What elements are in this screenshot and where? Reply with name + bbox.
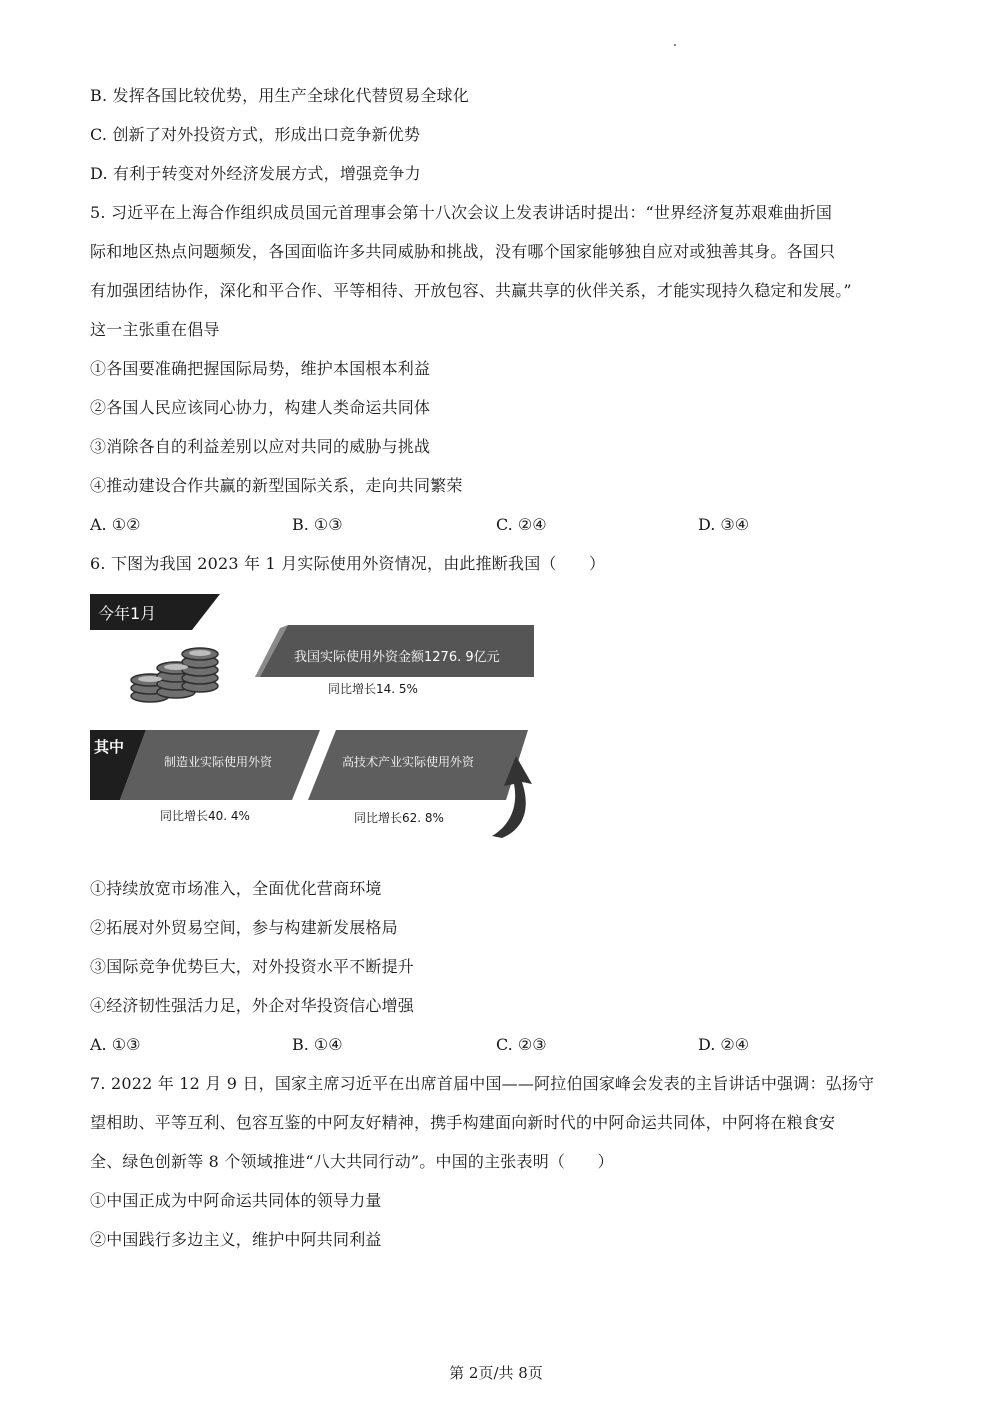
q5-stem-line-2: 际和地区热点问题频发，各国面临许多共同威胁和挑战，没有哪个国家能够独自应对或独善其身。各国只 — [90, 242, 836, 261]
coins-icon — [131, 648, 218, 702]
q5-choice-a: A. ①② — [90, 515, 141, 534]
q6-choice-c: C. ②③ — [496, 1035, 547, 1054]
scan-speck — [674, 44, 676, 46]
q6-statement-2: ②拓展对外贸易空间，参与构建新发展格局 — [90, 918, 398, 937]
q6-statement-3: ③国际竞争优势巨大，对外投资水平不断提升 — [90, 957, 415, 976]
q5-statement-1: ①各国要准确把握国际局势，维护本国根本利益 — [90, 359, 431, 378]
of-which-text: 其中 — [94, 738, 125, 756]
q4-option-d: D. 有利于转变对外经济发展方式，增强竞争力 — [90, 164, 421, 183]
q5-statement-4: ④推动建设合作共赢的新型国际关系，走向共同繁荣 — [90, 476, 463, 495]
q6-choice-d: D. ②④ — [698, 1035, 750, 1054]
manufacturing-growth: 同比增长40. 4% — [160, 809, 250, 823]
q4-option-c: C. 创新了对外投资方式，形成出口竞争新优势 — [90, 125, 421, 144]
q5-choice-c: C. ②④ — [496, 515, 547, 534]
manufacturing-label: 制造业实际使用外资 — [164, 755, 273, 769]
q5-statement-2: ②各国人民应该同心协力，构建人类命运共同体 — [90, 398, 431, 417]
month-tag-text: 今年1月 — [98, 604, 157, 623]
q7-statement-2: ②中国践行多边主义，维护中阿共同利益 — [90, 1230, 382, 1249]
q5-stem-line-3: 有加强团结协作，深化和平合作、平等相待、开放包容、共赢共享的伙伴关系，才能实现持久稳定和发展。” — [90, 281, 852, 300]
hitech-growth: 同比增长62. 8% — [354, 811, 444, 825]
q5-statement-3: ③消除各自的利益差别以应对共同的威胁与挑战 — [90, 437, 431, 456]
q5-choice-b: B. ①③ — [292, 515, 343, 534]
q6-statement-1: ①持续放宽市场准入，全面优化营商环境 — [90, 879, 382, 898]
foreign-investment-infographic — [88, 592, 538, 844]
q6-choice-b: B. ①④ — [292, 1035, 343, 1054]
infographic-graphics — [88, 592, 538, 844]
q6-statement-4: ④经济韧性强活力足，外企对华投资信心增强 — [90, 996, 415, 1015]
q7-stem-line-2: 望相助、平等互利、包容互鉴的中阿友好精神，携手构建面向新时代的中阿命运共同体，中阿将在粮食安 — [90, 1113, 836, 1132]
q7-statement-1: ①中国正成为中阿命运共同体的领导力量 — [90, 1191, 382, 1210]
q5-stem-line-4: 这一主张重在倡导 — [90, 320, 220, 339]
q7-stem-line-3: 全、绿色创新等 8 个领域推进“八大共同行动”。中国的主张表明（ ） — [90, 1152, 614, 1171]
q5-stem-line-1: 5. 习近平在上海合作组织成员国元首理事会第十八次会议上发表讲话时提出：“世界经济复苏艰难曲折国 — [90, 203, 833, 222]
q4-option-b: B. 发挥各国比较优势，用生产全球化代替贸易全球化 — [90, 86, 469, 105]
total-label: 我国实际使用外资金额1276. 9亿元 — [294, 650, 500, 665]
q5-choice-d: D. ③④ — [698, 515, 750, 534]
total-growth: 同比增长14. 5% — [328, 682, 418, 696]
q7-stem-line-1: 7. 2022 年 12 月 9 日，国家主席习近平在出席首届中国——阿拉伯国家峰会发表的主旨讲话中强调：弘扬守 — [90, 1074, 875, 1093]
hitech-label: 高技术产业实际使用外资 — [342, 755, 475, 769]
q6-choice-a: A. ①③ — [90, 1035, 141, 1054]
q6-stem: 6. 下图为我国 2023 年 1 月实际使用外资情况，由此推断我国（ ） — [90, 554, 606, 573]
page-footer: 第 2页/共 8页 — [449, 1364, 543, 1382]
